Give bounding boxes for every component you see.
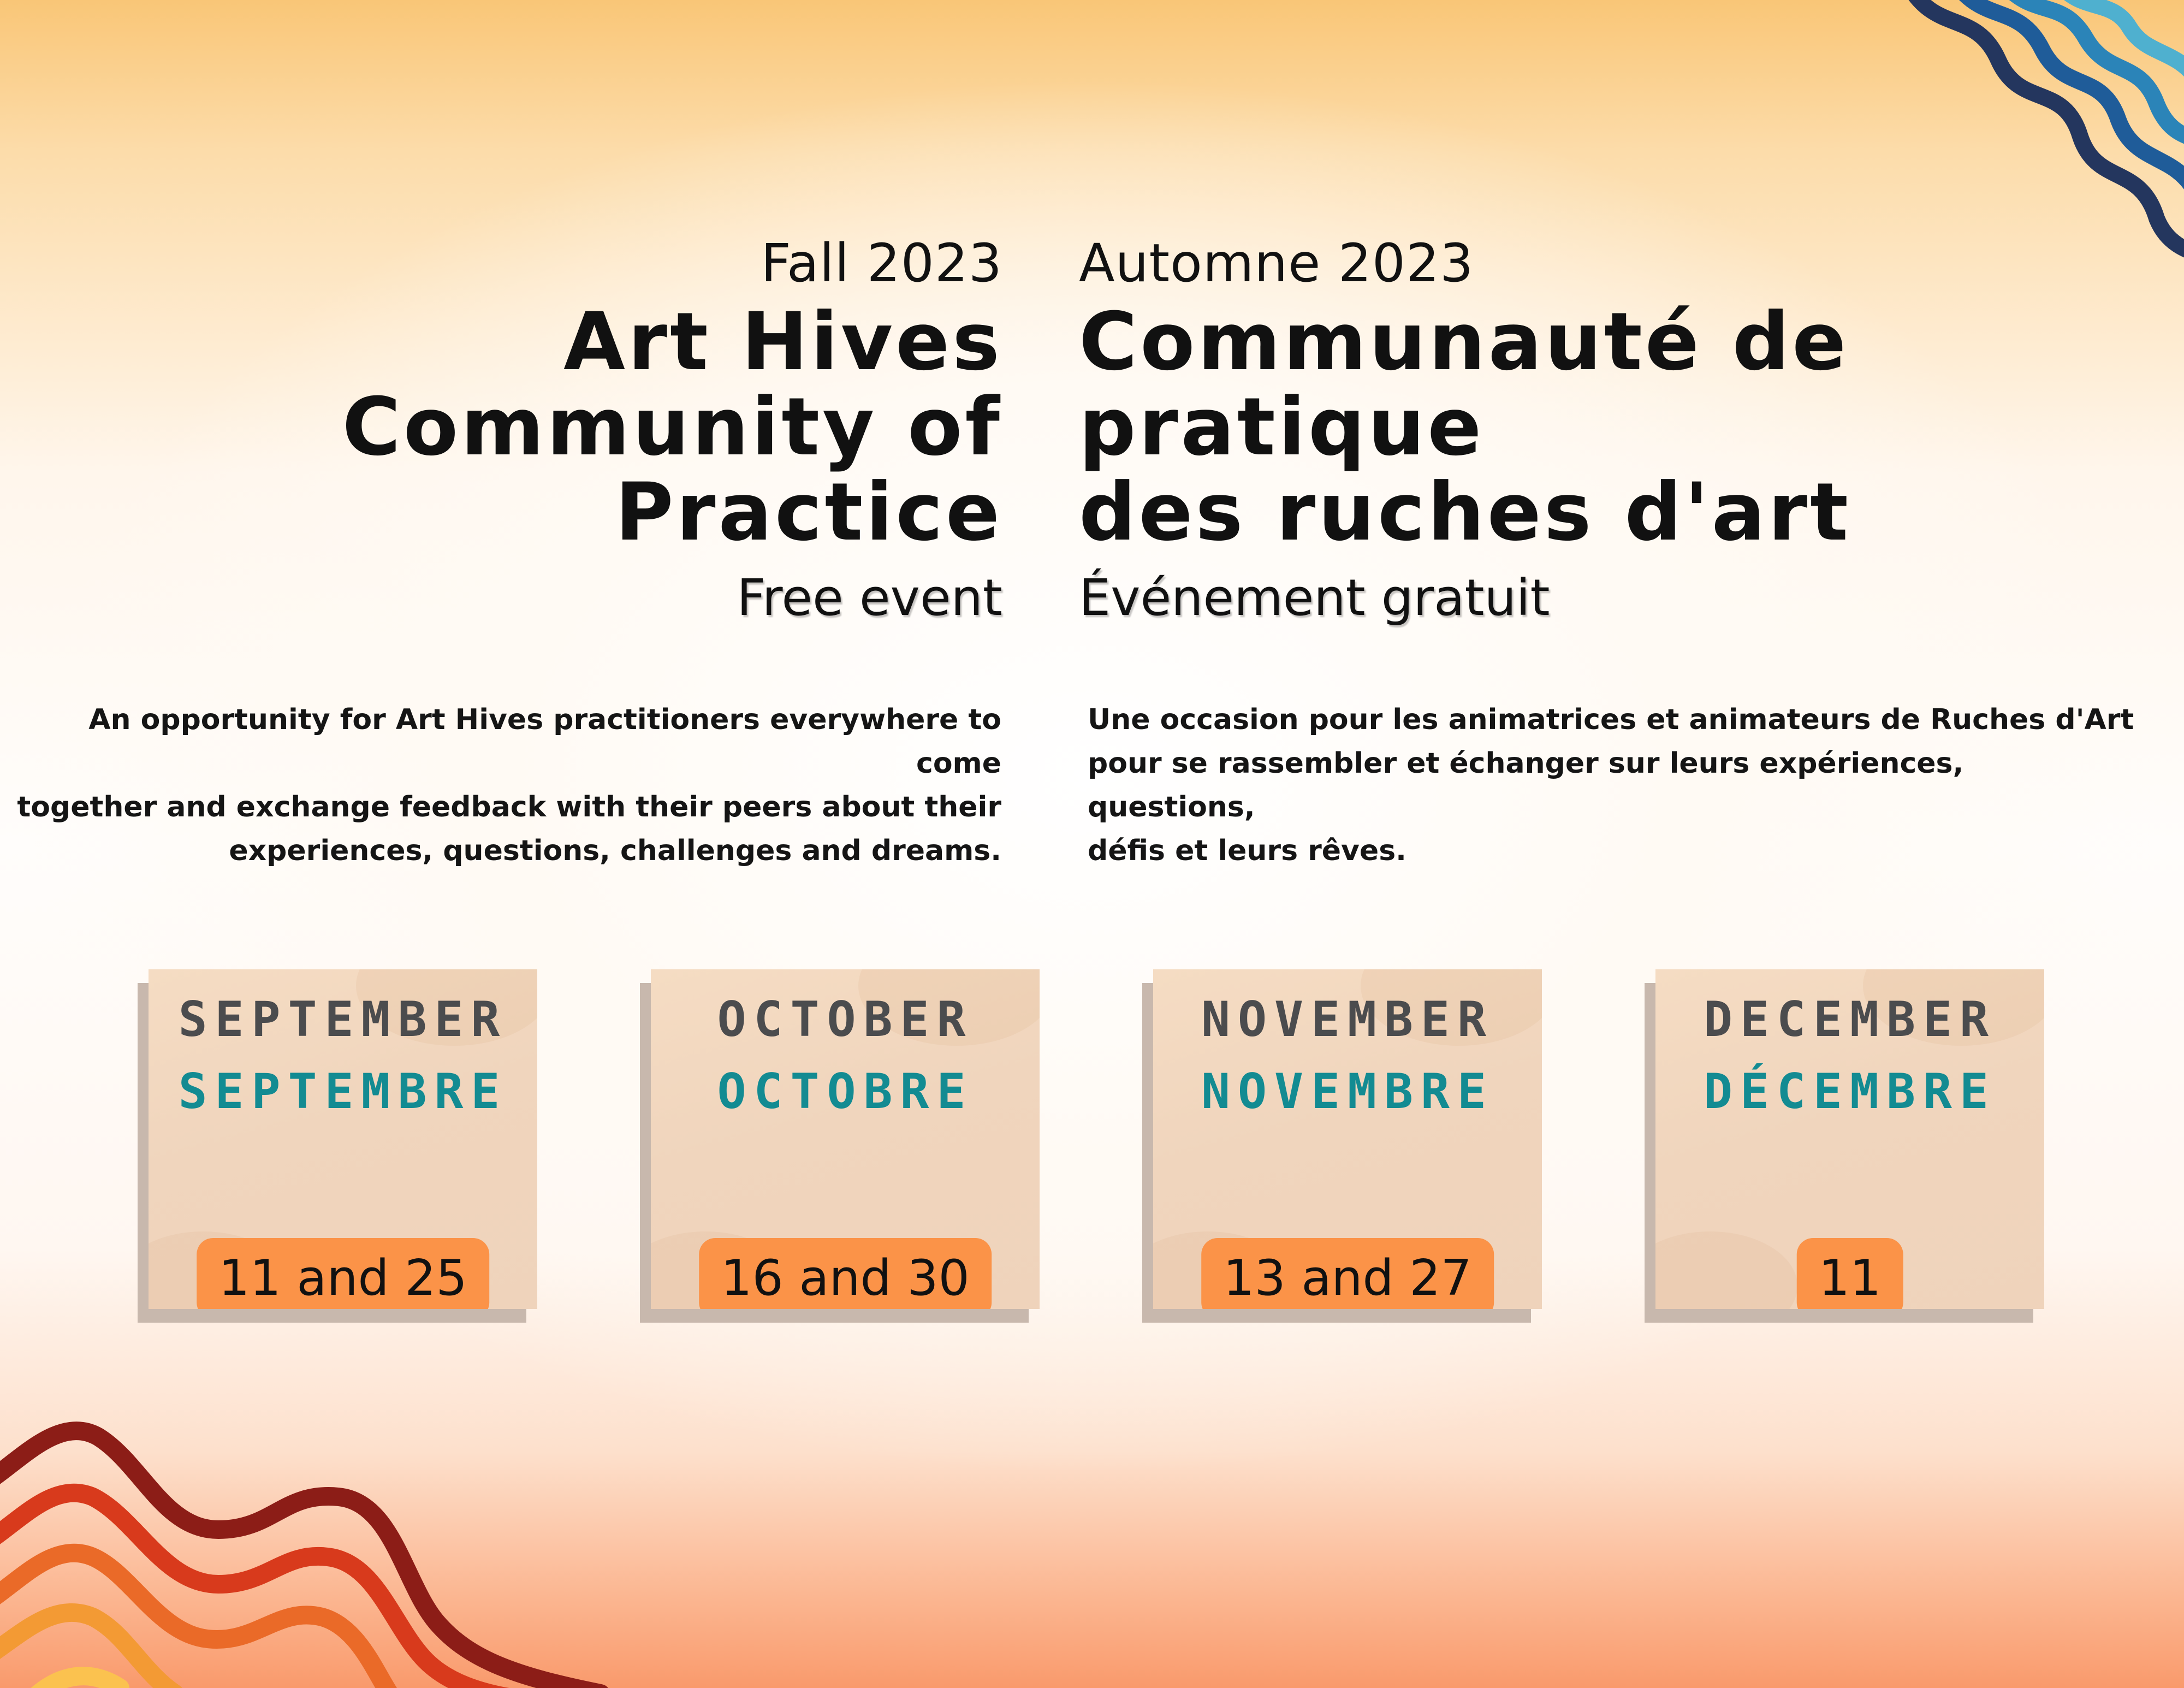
description-fr-line: défis et leurs rêves. (1088, 834, 1406, 867)
dates-badge: 11 and 25 (197, 1238, 489, 1309)
month-en: SEPTEMBER (178, 991, 508, 1047)
decorative-waves-top-right (1900, 0, 2184, 262)
month-card-september (149, 969, 537, 1309)
dates-badge: 11 (1797, 1238, 1903, 1309)
title-en (3, 295, 1002, 559)
free-event-en: Free event (737, 568, 1002, 627)
month-fr: DÉCEMBRE (1704, 1063, 1996, 1120)
free-event-fr: Événement gratuit (1079, 568, 1550, 627)
title-fr-line2: des ruches d'art (1079, 466, 1851, 559)
description-fr (1088, 698, 2136, 873)
header-french (1079, 235, 2171, 629)
season-en: Fall 2023 (761, 233, 1002, 294)
title-en-line2: Community of Practice (342, 380, 1002, 559)
month-en: NOVEMBER (1201, 991, 1494, 1047)
title-fr-line1: Communauté de pratique (1079, 295, 1849, 473)
month-card-december (1655, 969, 2044, 1309)
description-en-line: together and exchange feedback with their peers about their (17, 791, 1001, 824)
description-en-line: experiences, questions, challenges and dreams. (229, 834, 1001, 867)
month-en: DECEMBER (1704, 991, 1996, 1047)
month-card-november (1153, 969, 1542, 1309)
card-texture (1655, 1231, 1797, 1309)
decorative-waves-bottom-left (0, 1404, 628, 1688)
month-fr: SEPTEMBRE (178, 1063, 508, 1120)
season-fr: Automne 2023 (1079, 233, 1474, 294)
title-en-line1: Art Hives (563, 295, 1002, 388)
dates-badge: 16 and 30 (699, 1238, 992, 1309)
header-english (3, 235, 1002, 629)
month-fr: NOVEMBRE (1201, 1063, 1494, 1120)
description-fr-line: pour se rassembler et échanger sur leurs expériences, questions, (1088, 747, 1964, 824)
description-en (0, 698, 1001, 873)
month-fr: OCTOBRE (717, 1063, 974, 1120)
dates-badge: 13 and 27 (1201, 1238, 1494, 1309)
description-fr-line: Une occasion pour les animatrices et animateurs de Ruches d'Art (1088, 703, 2134, 736)
description-en-line: An opportunity for Art Hives practitioners everywhere to come (88, 703, 1001, 780)
month-en: OCTOBER (717, 991, 974, 1047)
title-fr (1079, 295, 2171, 559)
month-card-october (651, 969, 1040, 1309)
